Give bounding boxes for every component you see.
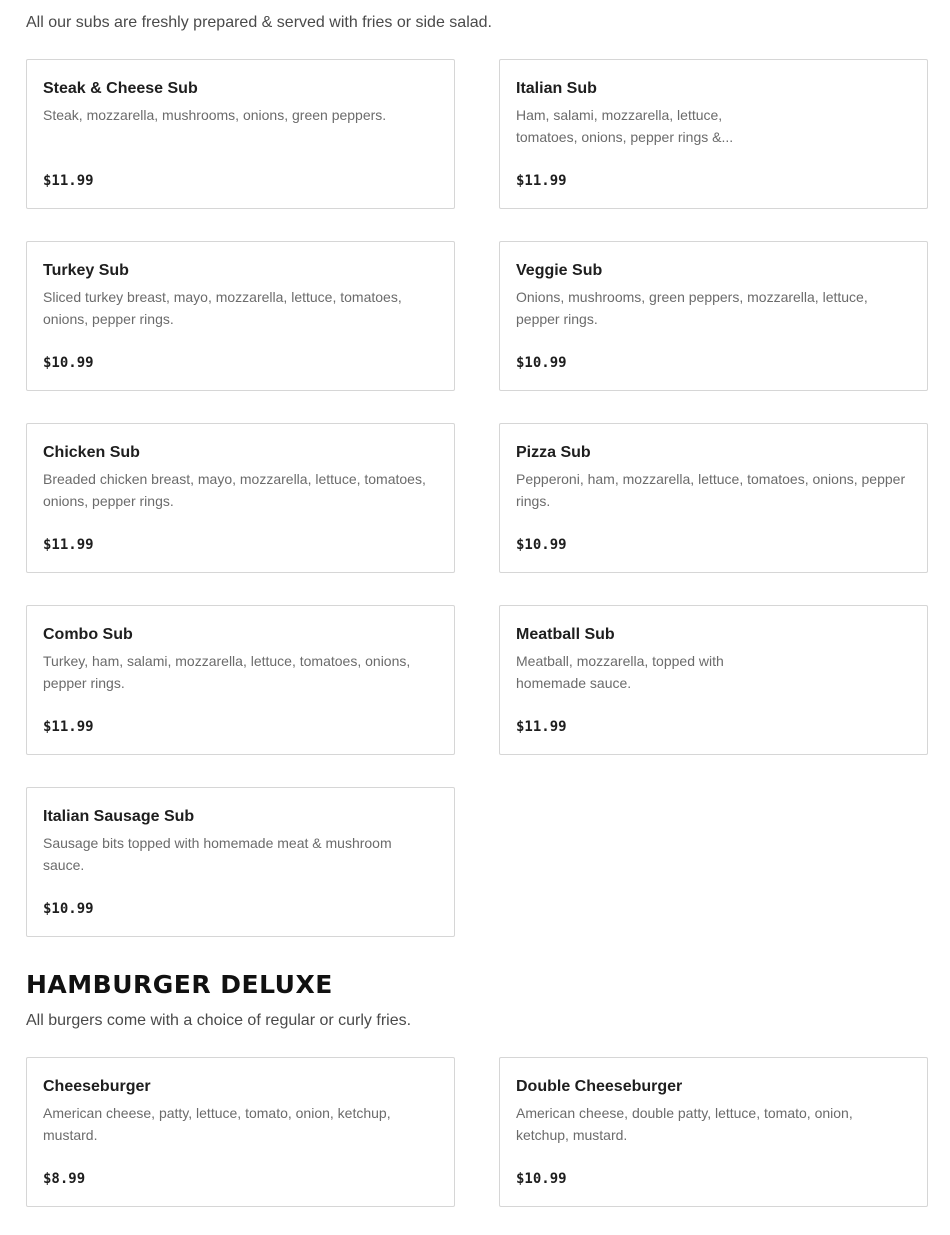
menu-item-card[interactable]	[26, 1057, 455, 1207]
menu-item-card[interactable]	[26, 59, 455, 209]
hamburger-intro: All burgers come with a choice of regular or curly fries.	[26, 1012, 412, 1029]
menu-item-description: Meatball, mozzarella, topped with homemade sauce.	[516, 653, 724, 691]
menu-item-card[interactable]	[26, 423, 455, 573]
section-title: HAMBURGER DELUXE	[26, 970, 333, 999]
menu-item-name: Meatball Sub	[516, 626, 615, 643]
menu-item-name: Chicken Sub	[43, 444, 140, 461]
menu-item-card[interactable]	[499, 605, 928, 755]
menu-item-card[interactable]	[26, 787, 455, 937]
menu-item-price: $10.99	[43, 901, 94, 917]
menu-item-card[interactable]	[499, 1057, 928, 1207]
menu-item-name: Double Cheeseburger	[516, 1078, 683, 1095]
menu-item-price: $11.99	[516, 719, 567, 735]
menu-item-name: Pizza Sub	[516, 444, 591, 461]
menu-item-description: Ham, salami, mozzarella, lettuce, tomatoes, onions, pepper rings &...	[516, 107, 734, 145]
menu-item-price: $10.99	[516, 537, 567, 553]
menu-item-name: Italian Sub	[516, 80, 597, 97]
menu-item-price: $10.99	[516, 1171, 567, 1187]
menu-item-price: $11.99	[43, 719, 94, 735]
menu-item-description: Onions, mushrooms, green peppers, mozzarella, lettuce, pepper rings.	[516, 289, 868, 327]
menu-item-description: Steak, mozzarella, mushrooms, onions, green peppers.	[43, 107, 387, 123]
menu-item-price: $11.99	[516, 173, 567, 189]
menu-item-card[interactable]	[26, 605, 455, 755]
menu-item-description: Breaded chicken breast, mayo, mozzarella, lettuce, tomatoes, onions, pepper rings.	[43, 471, 426, 509]
menu-item-name: Steak & Cheese Sub	[43, 80, 198, 97]
subs-intro: All our subs are freshly prepared & served with fries or side salad.	[26, 14, 492, 31]
menu-item-price: $10.99	[516, 355, 567, 371]
menu-item-price: $10.99	[43, 355, 94, 371]
menu-item-description: Sausage bits topped with homemade meat & mushroom sauce.	[43, 835, 392, 873]
menu-item-price: $11.99	[43, 537, 94, 553]
menu-item-description: Turkey, ham, salami, mozzarella, lettuce, tomatoes, onions, pepper rings.	[43, 653, 411, 691]
menu-item-price: $8.99	[43, 1171, 86, 1187]
menu-item-description: American cheese, patty, lettuce, tomato, onion, ketchup, mustard.	[43, 1105, 391, 1143]
menu-item-description: American cheese, double patty, lettuce, tomato, onion, ketchup, mustard.	[516, 1105, 853, 1143]
menu-item-card[interactable]	[26, 241, 455, 391]
menu-item-name: Cheeseburger	[43, 1078, 151, 1095]
menu-item-name: Turkey Sub	[43, 262, 129, 279]
menu-item-name: Italian Sausage Sub	[43, 808, 195, 825]
menu-item-description: Sliced turkey breast, mayo, mozzarella, lettuce, tomatoes, onions, pepper rings.	[43, 289, 402, 327]
menu-item-description: Pepperoni, ham, mozzarella, lettuce, tomatoes, onions, pepper rings.	[516, 471, 906, 509]
menu-item-name: Combo Sub	[43, 626, 133, 643]
menu-item-card[interactable]	[499, 241, 928, 391]
menu-item-price: $11.99	[43, 173, 94, 189]
menu-item-card[interactable]	[499, 423, 928, 573]
menu-item-card[interactable]	[499, 59, 928, 209]
menu-item-name: Veggie Sub	[516, 262, 603, 279]
